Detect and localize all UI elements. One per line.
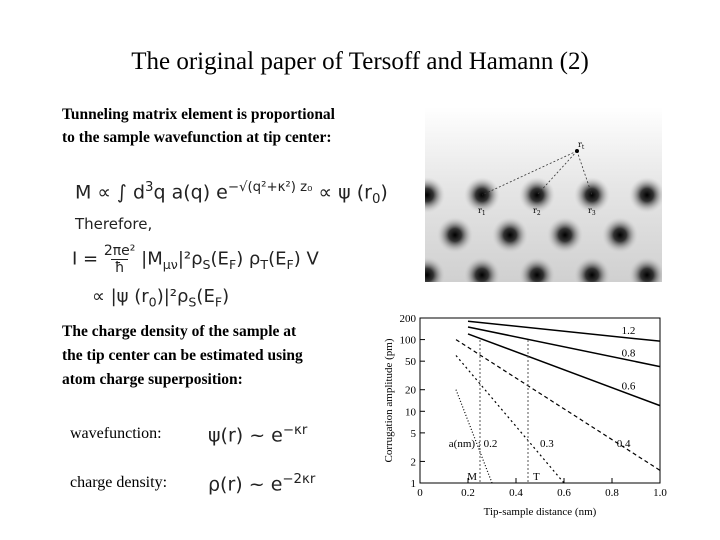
y-tick-label: 5 [410,427,416,440]
x-tick-label: 0.6 [557,487,571,499]
series-label-0: 1.2 [621,324,636,337]
therefore-label: Therefore, [75,215,153,233]
series-label-5: a(nm) : 0.2 [448,437,498,450]
density-text [62,320,362,392]
density-line-1: The charge density of the sample at [62,323,297,340]
label-r3: $r_3$ [588,206,596,217]
intro-text [62,103,402,149]
tip-center-dot [575,149,579,153]
y-tick-label: 10 [405,406,416,419]
equation-current: I = 2πe² ħ $|M_{\mu\nu}|^2\rho_S(E_F)$ $\rho_T(E_F)$ V [72,243,319,276]
corrugation-chart-svg [380,303,680,528]
slide-title: The original paper of Tersoff and Hamann (2) [131,48,589,75]
marker-label-T: T [533,471,540,483]
x-tick-label: 1.0 [653,487,667,499]
stm-image [425,107,662,282]
x-tick-label: 0.8 [605,487,619,499]
x-tick-label: 0.4 [509,487,523,499]
series-label-1: 0.8 [621,347,636,360]
series-label-4: 0.3 [540,437,554,450]
equation-matrix-element: M ∝ ∫ $d^3q$ a(q) $e^{-√(q^2+\kappa^2) z_0} \propto \psi$ $(r_0)$ [75,180,388,208]
wavefunction-equation: ψ(r) ~ $e^{-\kappa r}$ [208,423,308,447]
series-label-2: 0.6 [621,380,636,393]
corrugation-chart [380,303,680,528]
density-line-2: the tip center can be estimated using [62,347,303,364]
label-r2: $r_2$ [533,206,541,217]
intro-line-2: to the sample wavefunction at tip center: [62,129,332,146]
x-tick-label: 0.2 [461,487,475,499]
series-line-0.2 [456,390,492,483]
y-tick-label: 100 [399,334,416,347]
stm-image-svg [425,107,662,282]
plot-frame [420,318,660,483]
series-line-0.6 [468,334,660,406]
y-tick-label: 1 [410,478,416,490]
label-rt: $r_t$ [578,140,585,151]
label-r1: $r_1$ [478,206,486,217]
charge-density-equation: ρ(r) ~ $e^{-2\kappa r}$ [208,472,316,496]
x-tick-label: 0 [417,487,423,499]
y-tick-label: 50 [405,356,416,369]
charge-density-label: charge density: [70,474,168,491]
y-tick-label: 20 [405,384,416,397]
intro-line-1: Tunneling matrix element is proportional [62,106,335,123]
series-label-3: 0.4 [616,437,631,450]
density-line-3: atom charge superposition: [62,371,243,388]
equation-proportional: ∝ |ψ $(r_0)|^2\rho_S(E_F)$ [92,286,230,310]
y-tick-label: 2 [410,456,416,469]
y-tick-label: 200 [399,313,416,325]
y-axis-label: Corrugation amplitude (pm) [383,338,395,463]
marker-label-M: M [467,471,477,483]
wavefunction-label: wavefunction: [70,425,162,442]
x-axis-label: Tip-sample distance (nm) [483,506,597,518]
